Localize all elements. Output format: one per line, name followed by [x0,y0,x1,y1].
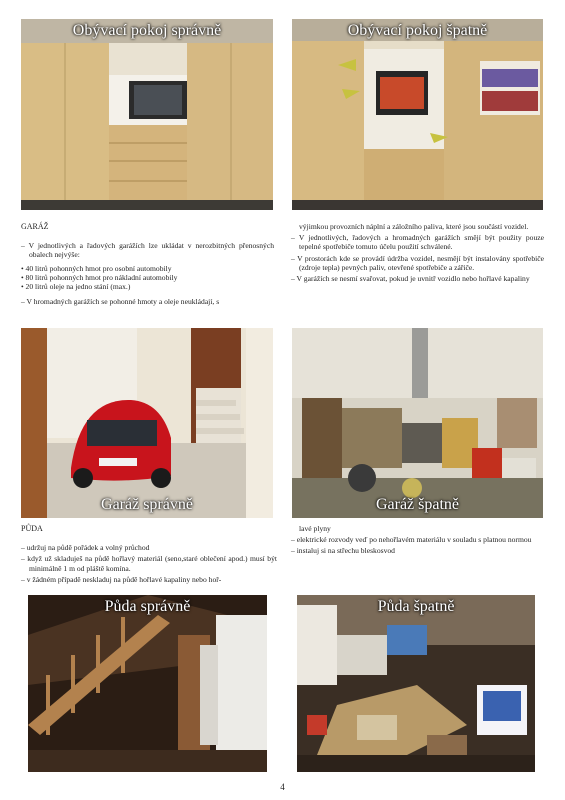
list-item: – elektrické rozvody veď po nehořlavém materiálu v souladu s platnou normou [291,535,532,545]
section-heading-garage: GARÁŽ [21,222,49,231]
page-number: 4 [280,782,285,792]
list-item: – V jednotlivých, řadových a hromadných garážích smějí být použity pouze tepelné spotřebiče tomuto účelu použití schválené. [291,233,544,252]
attic-text-right [291,524,544,556]
list-bullet: • 40 litrů pohonných hmot pro osobní automobily [21,263,172,273]
list-item: – V prostorách kde se provádí údržba vozidel, nesmějí být instalovány spotřebiče (zdroje tepla) pevných paliv, otevřené spotřebiče a zářiče. [291,253,544,272]
photo-caption: Obývací pokoj správně [72,22,222,39]
garage-text-left [21,222,274,306]
photo-living-room-correct [21,19,273,210]
photo-caption: Garáž správně [101,496,193,513]
section-heading-attic: PŮDA [21,524,43,533]
list-bullet: • 20 litrů oleje na jedno stání (max.) [21,282,131,292]
list-item-continued: lavé plyny [299,524,331,533]
photo-attic-wrong [297,595,535,772]
garage-text-right [291,222,544,283]
photo-garage-correct [21,328,273,518]
list-item: – udržuj na půdě pořádek a volný průchod [21,543,150,553]
list-item: – když už skladuješ na půdě hořlavý materiál (seno,staré oblečení apod.) musí být minimálně 1 m od pláště komína. [21,554,277,573]
list-item: – V hromadných garážích se pohonné hmoty a oleje neukládají, s [21,297,220,307]
photo-living-room-wrong [292,19,543,210]
list-item: – v žádném případě neskladuj na půdě hořlavé kapaliny nebo hoř- [21,574,222,584]
list-item-continued: výjimkou provozních náplní a záložního paliva, které jsou součástí vozidel. [299,222,529,231]
photo-caption: Půda správně [104,598,191,615]
list-item: – V garážích se nesmí svařovat, pokud je uvnitř vozidlo nebo hořlavé kapaliny [291,274,530,284]
photo-garage-wrong [292,328,543,518]
list-bullet: • 80 litrů pohonných hmot pro nákladní automobily [21,272,178,282]
photo-caption: Garáž špatně [375,496,460,513]
list-item: – instaluj si na střechu bleskosvod [291,546,395,556]
photo-caption: Obývací pokoj špatně [347,22,488,39]
photo-caption: Půda špatně [377,598,455,615]
attic-text-left [21,524,277,584]
photo-attic-correct [28,595,267,772]
list-item: – V jednotlivých a řadových garážích lze ukládat v nerozbitných přenosných obalech nejvýše: [21,241,274,260]
